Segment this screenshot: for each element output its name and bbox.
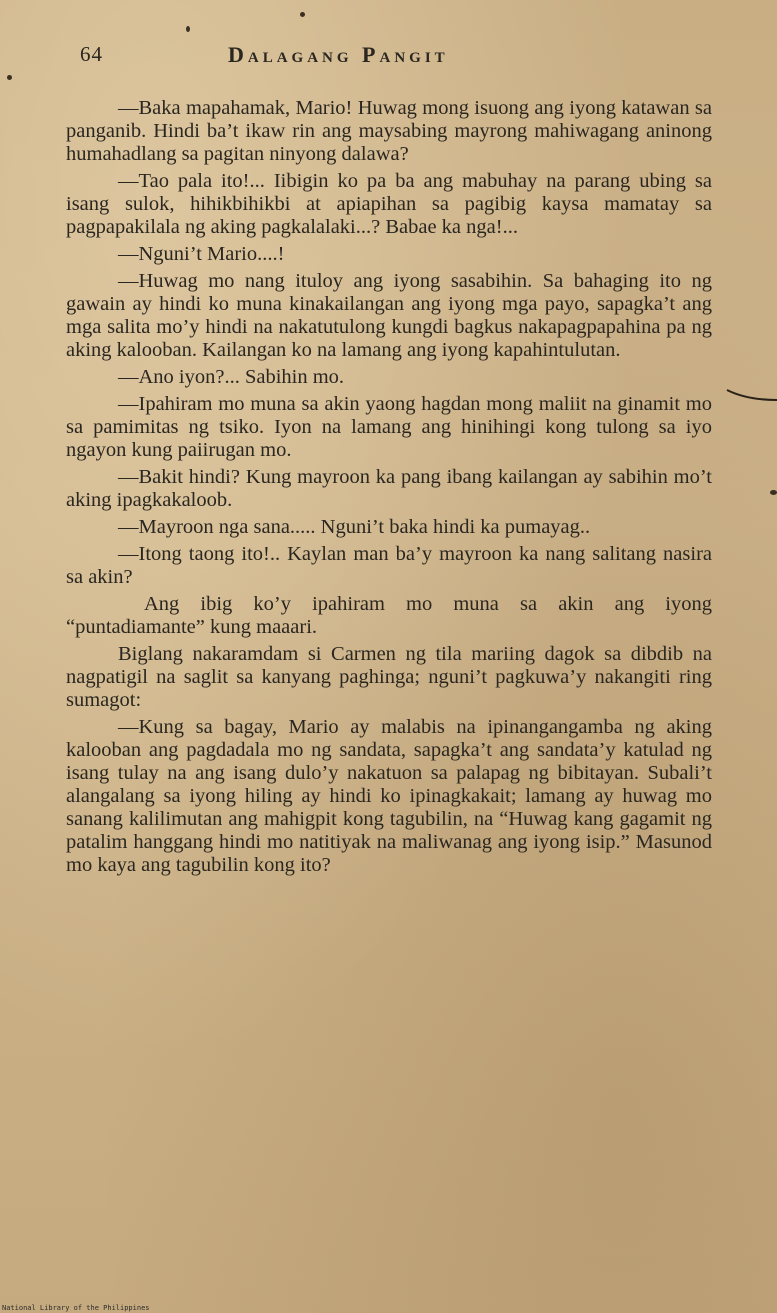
paragraph: Ang ibig ko’y ipahiram mo muna sa akin ang iyong “puntadiamante” kung maaari. — [66, 593, 712, 638]
margin-pencil-mark — [725, 386, 777, 406]
paragraph: —Baka mapahamak, Mario! Huwag mong isuong ang iyong katawan sa panganib. Hindi ba’t ikaw rin ang maysabing mayrong mahiwagang aninong humahadlang sa pagitan ninyong dalawa? — [66, 97, 712, 165]
paragraph: —Ipahiram mo muna sa akin yaong hagdan mong maliit na ginamit mo sa pamimitas ng tsiko. Iyon na lamang ang hinihingi kong tulong sa iyo ngayon kung paiirugan mo. — [66, 393, 712, 461]
running-title: Dalagang Pangit — [228, 42, 449, 67]
body-text — [66, 97, 712, 881]
ink-speck — [770, 490, 777, 495]
paragraph: —Bakit hindi? Kung mayroon ka pang ibang kailangan ay sabihin mo’t aking ipagkakaloob. — [66, 466, 712, 511]
paragraph: —Huwag mo nang ituloy ang iyong sasabihin. Sa bahaging ito ng gawain ay hindi ko muna kinakailangan ang iyong mga payo, sapagka’t ang mga salita mo’y hindi na nakatutulong kungdi bagkus nakapagpapahina pa ng aking kalooban. Kailangan ko na lamang ang iyong kapahintulutan. — [66, 270, 712, 361]
page-number: 64 — [80, 42, 103, 66]
paragraph: —Kung sa bagay, Mario ay malabis na ipinangangamba ng aking kalooban ang pagdadala mo ng sandata, sapagka’t ang sandata’y katulad ng isang tulay na ang isang dulo’y nakatuon sa palapag ng bibitayan. Subali’t alangalang sa iyong hiling ay hindi ko ipinagkakait; lamang ay huwag mo sanang kalilimutan ang mahigpit kong tagubilin, na “Huwag kang gagamit ng patalim hanggang hindi mo natitiyak na maliwanag ang iyong isip.” Masunod mo kaya ang tagubilin kong ito? — [66, 716, 712, 876]
ink-speck — [300, 12, 305, 17]
paragraph: —Nguni’t Mario....! — [118, 243, 285, 265]
paragraph: —Itong taong ito!.. Kaylan man ba’y mayroon ka nang salitang nasira sa akin? — [66, 543, 712, 588]
ink-speck — [186, 26, 190, 32]
paragraph: —Ano iyon?... Sabihin mo. — [118, 366, 345, 388]
paragraph: —Mayroon nga sana..... Nguni’t baka hindi ka pumayag.. — [118, 516, 591, 538]
paragraph: Biglang nakaramdam si Carmen ng tila mariing dagok sa dibdib na nagpatigil na saglit sa kanyang paghinga; nguni’t pagkuwa’y nakangiti ring sumagot: — [66, 643, 712, 711]
ink-speck — [7, 75, 12, 80]
library-credit: National Library of the Philippines — [2, 1304, 150, 1312]
page-header — [80, 40, 720, 74]
paragraph: —Tao pala ito!... Iibigin ko pa ba ang mabuhay na parang ubing sa isang sulok, hihikbihikbi at apiapihan sa pagibig kaysa mamatay sa pagpapakilala ng aking pagkalalaki...? Babae ka nga!... — [66, 170, 712, 238]
